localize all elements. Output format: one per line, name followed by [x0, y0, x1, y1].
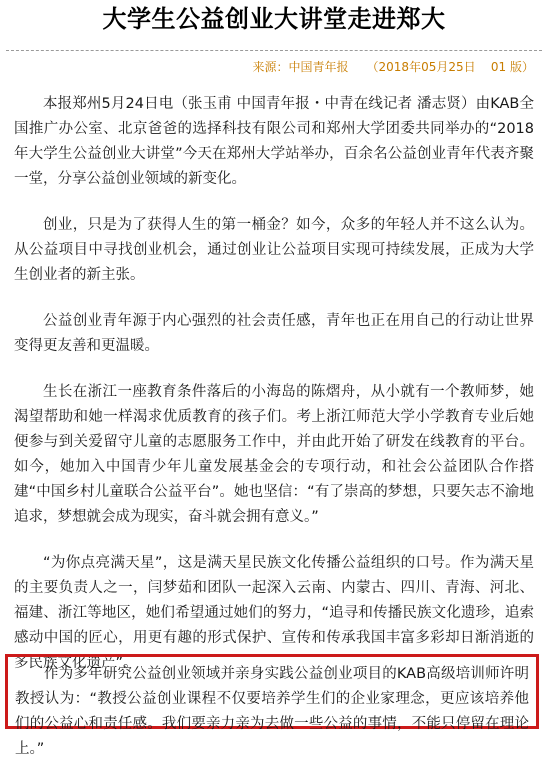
article-title: 大学生公益创业大讲堂走进郑大	[102, 5, 446, 33]
highlight-box	[5, 654, 539, 757]
title-divider	[6, 50, 542, 51]
article-meta	[253, 58, 535, 75]
paragraph: “为你点亮满天星”，这是满天星民族文化传播公益组织的口号。作为满天星的主要负责人之一，闫梦茹和团队一起深入云南、内蒙古、四川、青海、河北、福建、浙江等地区，她们希望通过她们的努力，“追寻和传播民族文化遗珍，追索感动中国的匠心，用更有趣的形式保护、宣传和传承我国丰富多彩却日渐消逝的多民族文化遗产”。	[14, 555, 534, 671]
publish-date: 2018年05月25日	[378, 60, 476, 74]
source-link[interactable]: 来源：中国青年报	[252, 60, 349, 74]
paragraph: 本报郑州5月24日电（张玉甫 中国青年报・中青在线记者 潘志贤）由KAB全国推广办公室、北京爸爸的选择科技有限公司和郑州大学团委共同举办的“2018年大学生公益创业大讲堂”今天在郑州大学站举办，百余名公益创业青年代表齐聚一堂，分享公益创业领域的新变化。	[14, 96, 534, 187]
article-body	[14, 92, 534, 697]
date-open-paren: （	[366, 60, 379, 74]
paragraph: 创业，只是为了获得人生的第一桶金？如今，众多的年轻人并不这么认为。从公益项目中寻找创业机会，通过创业让公益项目实现可持续发展，正成为大学生创业者的新主张。	[14, 217, 534, 283]
paragraph: 公益创业青年源于内心强烈的社会责任感，青年也正在用自己的行动让世界变得更友善和更温暖。	[14, 313, 534, 354]
page-number: 01 版	[490, 60, 522, 74]
paragraph: 生长在浙江一座教育条件落后的小海岛的陈熠舟，从小就有一个教师梦，她渴望帮助和她一样渴求优质教育的孩子们。考上浙江师范大学小学教育专业后她便参与到关爱留守儿童的志愿服务工作中，并由此开始了研发在线教育的平台。如今，她加入中国青少年儿童发展基金会的专项行动，和社会公益团队合作搭建“中国乡村儿童联合公益平台”。她也坚信：“有了崇高的梦想，只要矢志不渝地追求，梦想就会成为现实，奋斗就会拥有意义。”	[14, 384, 534, 525]
date-close-paren: ）	[521, 60, 534, 74]
highlighted-paragraph: 作为多年研究公益创业领域并亲身实践公益创业项目的KAB高级培训师许明教授认为：“教授公益创业课程不仅要培养学生们的企业家理念，更应该培养他们的公益心和责任感。我们要亲力亲为去做一些公益的事情，不能只停留在理论上。”	[15, 666, 529, 757]
